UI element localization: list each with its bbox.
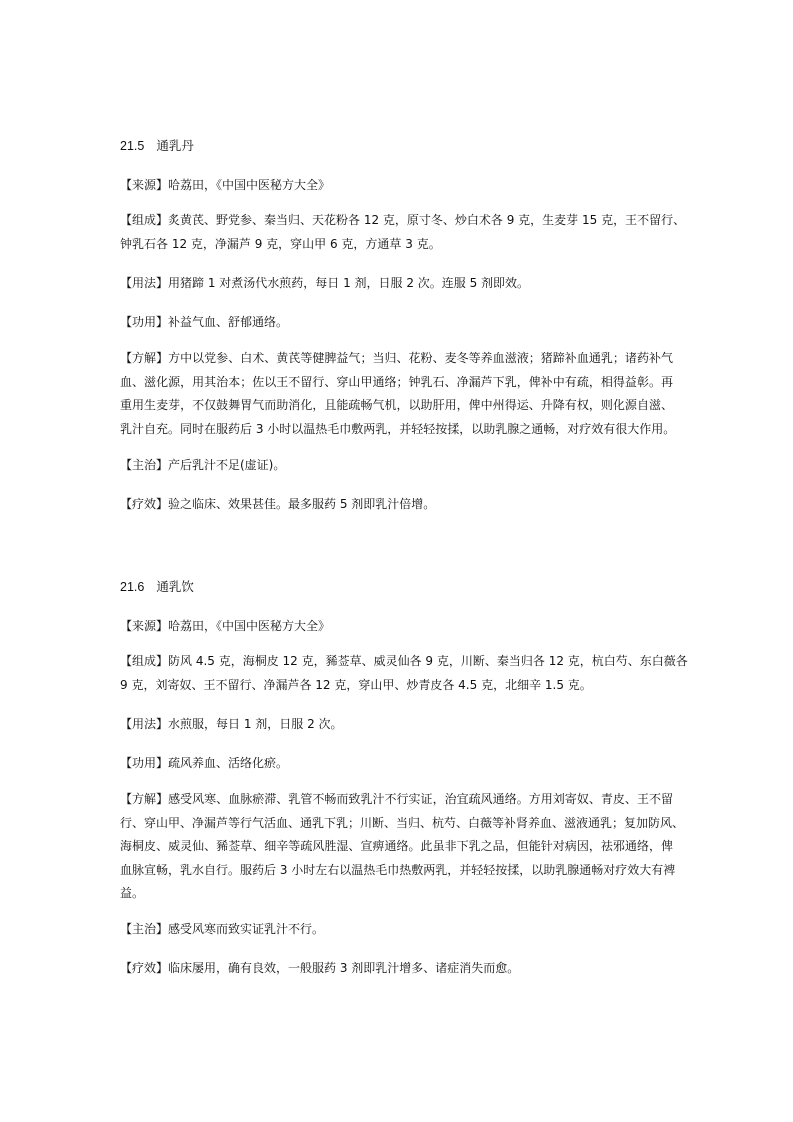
paragraph-efficacy xyxy=(120,493,673,517)
text-line: 9 克，刘寄奴、王不留行、净漏芦各 12 克，穿山甲、炒青皮各 4.5 克，北细辛 1.5 克。 xyxy=(120,677,592,692)
paragraph-explanation xyxy=(120,788,685,906)
paragraph-explanation xyxy=(120,347,676,441)
paragraph-composition xyxy=(120,209,686,256)
text-line: 乳汁自充。同时在服药后 3 小时以温热毛巾敷两乳，并轻轻按揉，以助乳腺之通畅，对疗效有很大作用。 xyxy=(120,421,676,436)
text-line: 【用法】水煎服，每日 1 剂，日服 2 次。 xyxy=(120,717,343,731)
paragraph-usage xyxy=(120,713,673,737)
text-line: 【疗效】验之临床、效果甚佳。最多服药 5 剂即乳汁倍增。 xyxy=(120,497,436,511)
text-line: 【来源】哈荔田，《中国中医秘方大全》 xyxy=(120,619,331,633)
section-number: 21.5 xyxy=(120,139,145,153)
section-heading xyxy=(120,575,673,600)
paragraph-function xyxy=(120,311,673,335)
text-line: 血脉宣畅，乳水自行。服药后 3 小时左右以温热毛巾热敷两乳，并轻轻按揉，以助乳腺通畅对疗效大有裨 xyxy=(120,862,676,877)
section-title: 通乳丹 xyxy=(156,138,194,153)
section-number: 21.6 xyxy=(120,580,145,594)
text-line: 【功用】补益气血、舒郁通络。 xyxy=(120,315,289,329)
paragraph-indication xyxy=(120,918,673,942)
text-line: 【方解】方中以党参、白术、黄芪等健脾益气；当归、花粉、麦冬等养血滋液；猪蹄补血通乳；诸药补气 xyxy=(120,351,673,365)
paragraph-function xyxy=(120,752,673,776)
text-line: 【疗效】临床屡用，确有良效，一般服药 3 剂即乳汁增多、诸症消失而愈。 xyxy=(120,961,520,975)
paragraph-indication xyxy=(120,454,673,478)
paragraph-source xyxy=(120,174,673,198)
section-heading xyxy=(120,134,673,159)
text-line: 血、滋化源，用其治本；佐以王不留行、穿山甲通络；钟乳石、净漏芦下乳，俾补中有疏，相得益彰。再 xyxy=(120,374,673,389)
text-line: 钟乳石各 12 克，净漏芦 9 克，穿山甲 6 克，方通草 3 克。 xyxy=(120,236,441,251)
text-line: 【组成】防风 4.5 克，海桐皮 12 克，豨莶草、威灵仙各 9 克，川断、秦当归各 12 克，杭白芍、东白薇各 xyxy=(120,654,688,668)
paragraph-source xyxy=(120,615,673,639)
text-line: 益。 xyxy=(120,886,145,900)
text-line: 【来源】哈荔田，《中国中医秘方大全》 xyxy=(120,178,331,192)
text-line: 【用法】用猪蹄 1 对煮汤代水煎药，每日 1 剂，日服 2 次。连服 5 剂即效。 xyxy=(120,276,530,290)
paragraph-composition xyxy=(120,650,688,697)
text-line: 行、穿山甲、净漏芦等行气活血、通乳下乳；川断、当归、杭芍、白薇等补肾养血、滋液通乳；复加防风、 xyxy=(120,815,685,830)
section-title: 通乳饮 xyxy=(156,579,194,594)
text-line: 【组成】炙黄芪、野党参、秦当归、天花粉各 12 克，原寸冬、炒白术各 9 克，生麦芽 15 克，王不留行、 xyxy=(120,213,686,227)
text-line: 重用生麦芽，不仅鼓舞胃气而助消化，且能疏畅气机，以助肝用，俾中州得运、升降有权，则化源自滋、 xyxy=(120,398,673,412)
paragraph-usage xyxy=(120,272,673,296)
text-line: 【功用】疏风养血、活络化瘀。 xyxy=(120,756,289,770)
text-line: 【主治】产后乳汁不足(虚证)。 xyxy=(120,458,286,472)
text-line: 海桐皮、威灵仙、豨莶草、细辛等疏风胜湿、宣痹通络。此虽非下乳之品，但能针对病因，祛邪通络，俾 xyxy=(120,839,673,853)
text-line: 【主治】感受风寒而致实证乳汁不行。 xyxy=(120,922,325,936)
text-line: 【方解】感受风寒、血脉瘀滞、乳管不畅而致乳汁不行实证，治宜疏风通络。方用刘寄奴、青皮、王不留 xyxy=(120,792,673,806)
paragraph-efficacy xyxy=(120,957,673,981)
